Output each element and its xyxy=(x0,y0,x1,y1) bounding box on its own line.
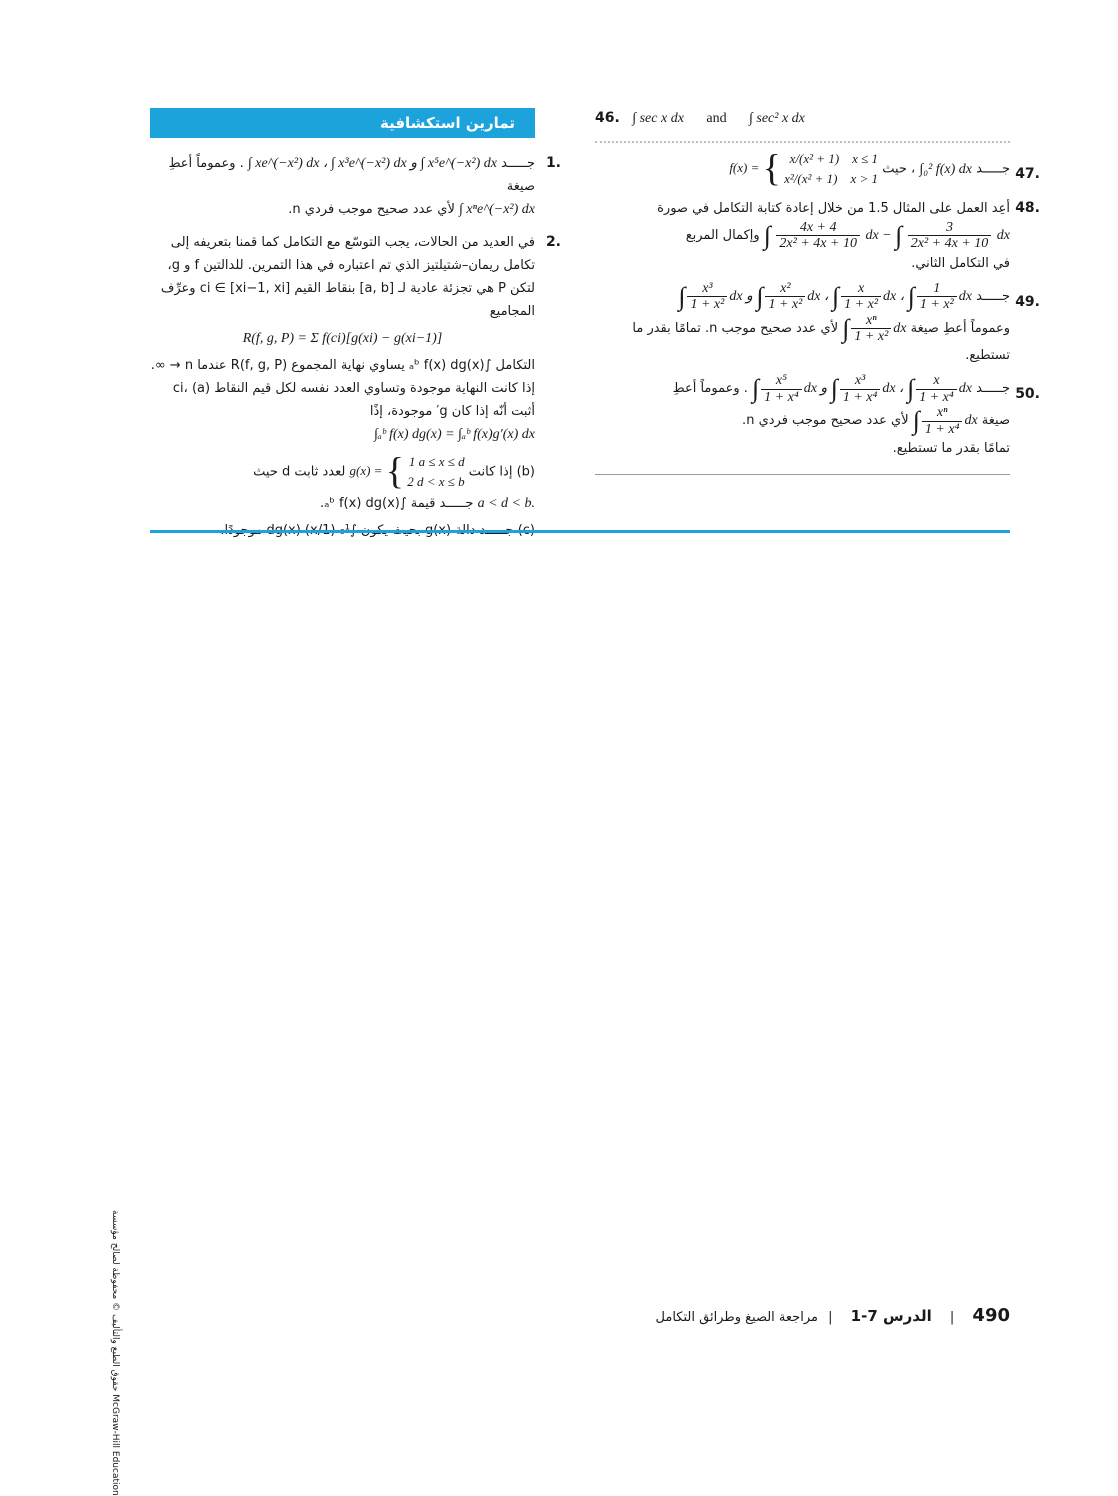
part-b: (b) إذا كانت g(x) = { 1 a ≤ x ≤ d 2 d < x ≤ b لعدد ثابت d حيث xyxy=(253,450,535,493)
section-divider xyxy=(150,530,1010,533)
integral-expression: ∫ xⁿe^(−x²) dx xyxy=(459,202,535,217)
exercise-number: 48. xyxy=(1015,200,1040,216)
exercise-48: 48. أعِد العمل على المثال 1.5 من خلال إعادة كتابة التكامل في صورة ∫ $\frac{4x + 4}{\text{2x² + 4x + 10}}$ dx − ∫ $\frac{3}{\text{2x² + 4x + 10}}$ dx وإكمال المربع في التكامل الثاني. xyxy=(595,197,1010,275)
integral-identity: ∫ₐᵇ f(x) dg(x) = ∫ₐᵇ f(x)g′(x) dx xyxy=(373,427,535,442)
riemann-stieltjes-sum: R(f, g, P) = Σ f(ci)[g(xi) − g(xi−1)] xyxy=(242,331,443,346)
right-column xyxy=(595,108,1040,475)
exercise-number: 47. xyxy=(1015,166,1040,182)
page-number: 490 xyxy=(972,1305,1010,1326)
exercise-1: 1. جـــــد ∫ xe^(−x²) dx ، ∫ x³e^(−x²) dx و ∫ x⁵e^(−x²) dx . وعموماً أعطِ صيغة ∫ xⁿe^(−x²) dx لأي عدد صحيح موجب فردي n. xyxy=(150,152,535,221)
page-footer: 490 | الدرس 7-1 | مراجعة الصيغ وطرائق التكامل xyxy=(655,1305,1010,1326)
exercise-2: 2. في العديد من الحالات، يجب التوسّع مع التكامل كما قمنا بتعريفه إلى تكامل ريمان–شتيلتيز الذي تم اعتباره في هذا التمرين. للدالتين f و g، لتكن P هي تجزئة عادية لـ [a, b] بنقاط القيم ci ∈ [xi−1, xi] وعرِّف المجاميع R(f, g, P) = Σ f(ci)[g(xi) − g(xi−1)] التكامل ∫ₐᵇ f(x) dg(x) يساوي نهاية المجموع R(f, g, P) عندما n → ∞. إذا كانت النهاية موجودة وتساوي العدد نفسه لكل قيم النقاط ci، (a) أثبت أنّه إذا كان g′ موجودة، إذًا ∫ₐᵇ f(x) dg(x) = ∫ₐᵇ f(x)g′(x) dx (b) إذا كانت g(x) = { 1 a ≤ x ≤ d 2 d < x ≤ b لعدد ثابت d حيث a < d < b. جـــــد قيمة ∫ₐᵇ f(x) dg(x). xyxy=(150,231,535,542)
exercise-50: 50. جـــــد ∫ $\frac{\text{x⁵}}{\text{1 + x⁴}}$ dx و ∫ $\frac{\text{x³}}{\text{1 + x⁴}}$ dx ، ∫ $\frac{x}{\text{1 + x⁴}}$ dx . وعموماً أعطِ صيغة ∫ $\frac{\text{xⁿ}}{\text{1 + x⁴}}$ dx لأي عدد صحيح موجب فردي n. تمامًا بقدر ما تستطيع. xyxy=(672,373,1040,456)
exercise-number: 50. xyxy=(1015,386,1040,403)
integral-list: ∫ $\frac{\text{x³}}{\text{1 + x²}}$ dx و ∫ $\frac{\text{x²}}{\text{1 + x²}}$ dx ، ∫ $\frac{x}{\text{1 + x²}}$ dx ، ∫ $\frac{1}{\text{1 + x²}}$ dx xyxy=(678,280,972,313)
integral-list: ∫ $\frac{\text{x⁵}}{\text{1 + x⁴}}$ dx و ∫ $\frac{\text{x³}}{\text{1 + x⁴}}$ dx ، ∫ $\frac{x}{\text{1 + x⁴}}$ dx xyxy=(752,373,972,405)
left-column xyxy=(150,108,561,542)
lesson-title: مراجعة الصيغ وطرائق التكامل xyxy=(655,1310,818,1325)
piecewise-g: g(x) = { 1 a ≤ x ≤ d 2 d < x ≤ b xyxy=(349,450,465,493)
dotted-separator xyxy=(595,141,1010,143)
integral-expression: ∫ xe^(−x²) dx ، ∫ x³e^(−x²) dx و ∫ x⁵e^(−x²) dx xyxy=(247,156,497,171)
exercise-46: 46. ∫ sec x dx and ∫ sec² x dx xyxy=(595,110,805,126)
exercise-paragraph: في العديد من الحالات، يجب التوسّع مع التكامل كما قمنا بتعريفه إلى تكامل ريمان–شتيلتيز الذي تم اعتباره في هذا التمرين. للدالتين f و g، لتكن P هي تجزئة عادية لـ [a, b] بنقاط القيم ci ∈ [xi−1, xi] وعرِّف المجاميع xyxy=(160,235,535,319)
piecewise-f: f(x) = { x/(x² + 1) x ≤ 1 x²/(x² + 1) x > 1 xyxy=(729,147,879,190)
rewritten-integral: ∫ $\frac{4x + 4}{\text{2x² + 4x + 10}}$ dx − ∫ $\frac{3}{\text{2x² + 4x + 10}}$ dx xyxy=(763,220,1010,252)
section-title: تمارين استكشافية xyxy=(150,108,535,138)
column-end-rule xyxy=(595,474,1010,475)
exercise-paragraph: التكامل ∫ₐᵇ f(x) dg(x) يساوي نهاية المجموع R(f, g, P) عندما n → ∞. إذا كانت النهاية موجودة وتساوي العدد نفسه لكل قيم النقاط ci، (a) أثبت أنّه إذا كان g′ موجودة، إذًا xyxy=(150,358,535,419)
exercise-number: 2. xyxy=(545,234,561,250)
exercise-47: 47. جـــــد ∫₀² f(x) dx ، حيث f(x) = { x/(x² + 1) x ≤ 1 x²/(x² + 1) x > 1 xyxy=(729,147,1040,190)
exercise-number: 46. xyxy=(595,110,620,126)
lesson-label: الدرس 7-1 xyxy=(850,1307,932,1325)
copyright-credit: حقوق الطبع والتأليف © محفوظة لصالح مؤسسة McGraw-Hill Education xyxy=(110,1210,120,1496)
exercise-text: جـــــد ∫ xe^(−x²) dx ، ∫ x³e^(−x²) dx و ∫ x⁵e^(−x²) dx . وعموماً أعطِ صيغة xyxy=(150,152,535,198)
exercise-number: 49. xyxy=(1015,293,1040,310)
exercise-number: 1. xyxy=(545,155,561,171)
exercise-49: 49. جـــــد ∫ $\frac{\text{x³}}{\text{1 + x²}}$ dx و ∫ $\frac{\text{x²}}{\text{1 + x²}}$ dx ، ∫ $\frac{x}{\text{1 + x²}}$ dx ، ∫ $\frac{1}{\text{1 + x²}}$ dx وعموماً أعطِ صيغة ∫ $\frac{\text{xⁿ}}{\text{1 + x²}}$ dx لأي عدد صحيح موجب n. تمامًا بقدر ما تستطيع. xyxy=(632,280,1040,364)
